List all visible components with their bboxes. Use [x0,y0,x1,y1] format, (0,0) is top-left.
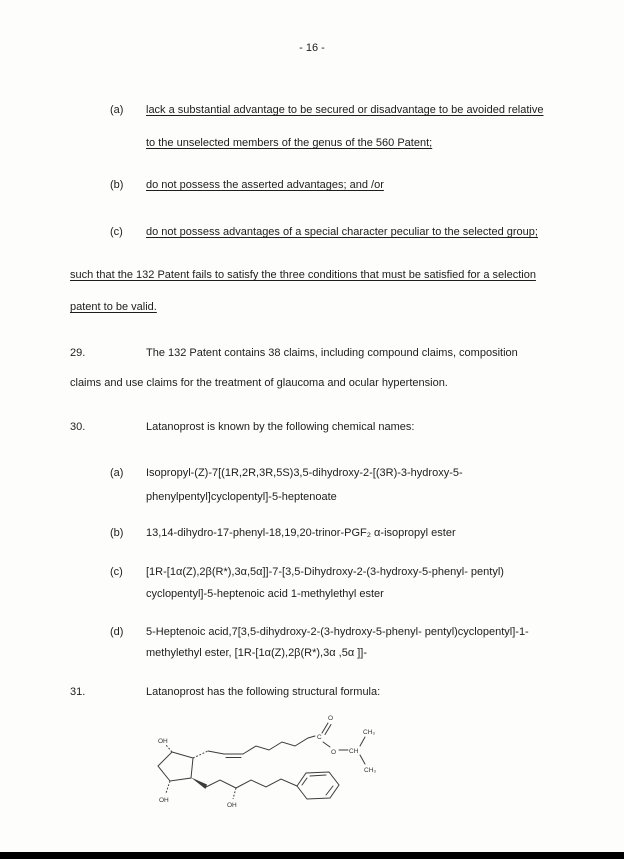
chem-item-a-line-2: phenylpentyl]cyclopentyl]-5-heptenoate [146,491,337,503]
para-31-number: 31. [70,686,86,698]
chem-item-c-line-1: [1R-[1α(Z),2β(R*),3α,5α]]-7-[3,5-Dihydroxy-2-(3-hydroxy-5-phenyl- pentyl) [146,566,504,578]
hydroxyl-label: OH [158,738,168,745]
intro-item-a-label: (a) [110,104,124,116]
intro-item-a-line-2: to the unselected members of the genus of the 560 Patent; [146,137,433,149]
intro-item-c-label: (c) [110,226,123,238]
chem-item-a-line-1: Isopropyl-(Z)-7[(1R,2R,3R,5S)3,5-dihydroxy-2-[(3R)-3-hydroxy-5- [146,467,463,479]
intro-closing-line-2: patent to be valid. [70,301,157,313]
intro-item-a-line-1: lack a substantial advantage to be secured or disadvantage to be avoided relative [146,104,544,116]
para-30-line-1: Latanoprost is known by the following chemical names: [146,421,415,433]
page-number: - 16 - [299,42,325,54]
para-29-line-1: The 132 Patent contains 38 claims, including compound claims, composition [146,347,518,359]
latanoprost-structure-diagram [130,706,450,834]
carbon-label: C [317,734,322,741]
chem-item-d-line-2: methylethyl ester, [1R-[1α(Z),2β(R*),3α ,5α ]]- [146,647,368,659]
para-31-line-1: Latanoprost has the following structural formula: [146,686,381,698]
para-29-number: 29. [70,347,86,359]
chem-item-d-line-1: 5-Heptenoic acid,7[3,5-dihydroxy-2-(3-hydroxy-5-phenyl- pentyl)cyclopentyl]-1- [146,626,529,638]
intro-closing-line-1: such that the 132 Patent fails to satisfy the three conditions that must be satisfied for a selection [70,269,536,281]
intro-item-b-label: (b) [110,179,124,191]
chem-item-d-label: (d) [110,626,124,638]
chem-item-b-label: (b) [110,527,124,539]
intro-item-c-line-1: do not possess advantages of a special character peculiar to the selected group; [146,226,538,238]
wedge-bond [191,778,207,790]
hydroxyl-label: OH [227,802,237,809]
para-29-line-2: claims and use claims for the treatment of glaucoma and ocular hypertension. [70,377,448,389]
phenyl-ring [297,772,339,799]
methyl-label: CH₃ [363,729,376,736]
cyclopentane-ring [158,752,193,781]
ester-oxygen-label: O [331,749,337,756]
methyl-label: CH₃ [364,767,377,774]
carbonyl-oxygen-label: O [328,715,334,722]
hydroxyl-label: OH [159,797,169,804]
para-30-number: 30. [70,421,86,433]
chem-item-b-line-1: 13,14-dihydro-17-phenyl-18,19,20-trinor-PGF₂ α-isopropyl ester [146,527,456,539]
chem-item-c-line-2: cyclopentyl]-5-heptenoic acid 1-methylethyl ester [146,588,384,600]
chem-item-c-label: (c) [110,566,123,578]
intro-item-b-line-1: do not possess the asserted advantages; and /or [146,179,384,191]
scan-edge-bar [0,852,624,859]
chem-item-a-label: (a) [110,467,124,479]
methine-label: CH [349,748,359,755]
